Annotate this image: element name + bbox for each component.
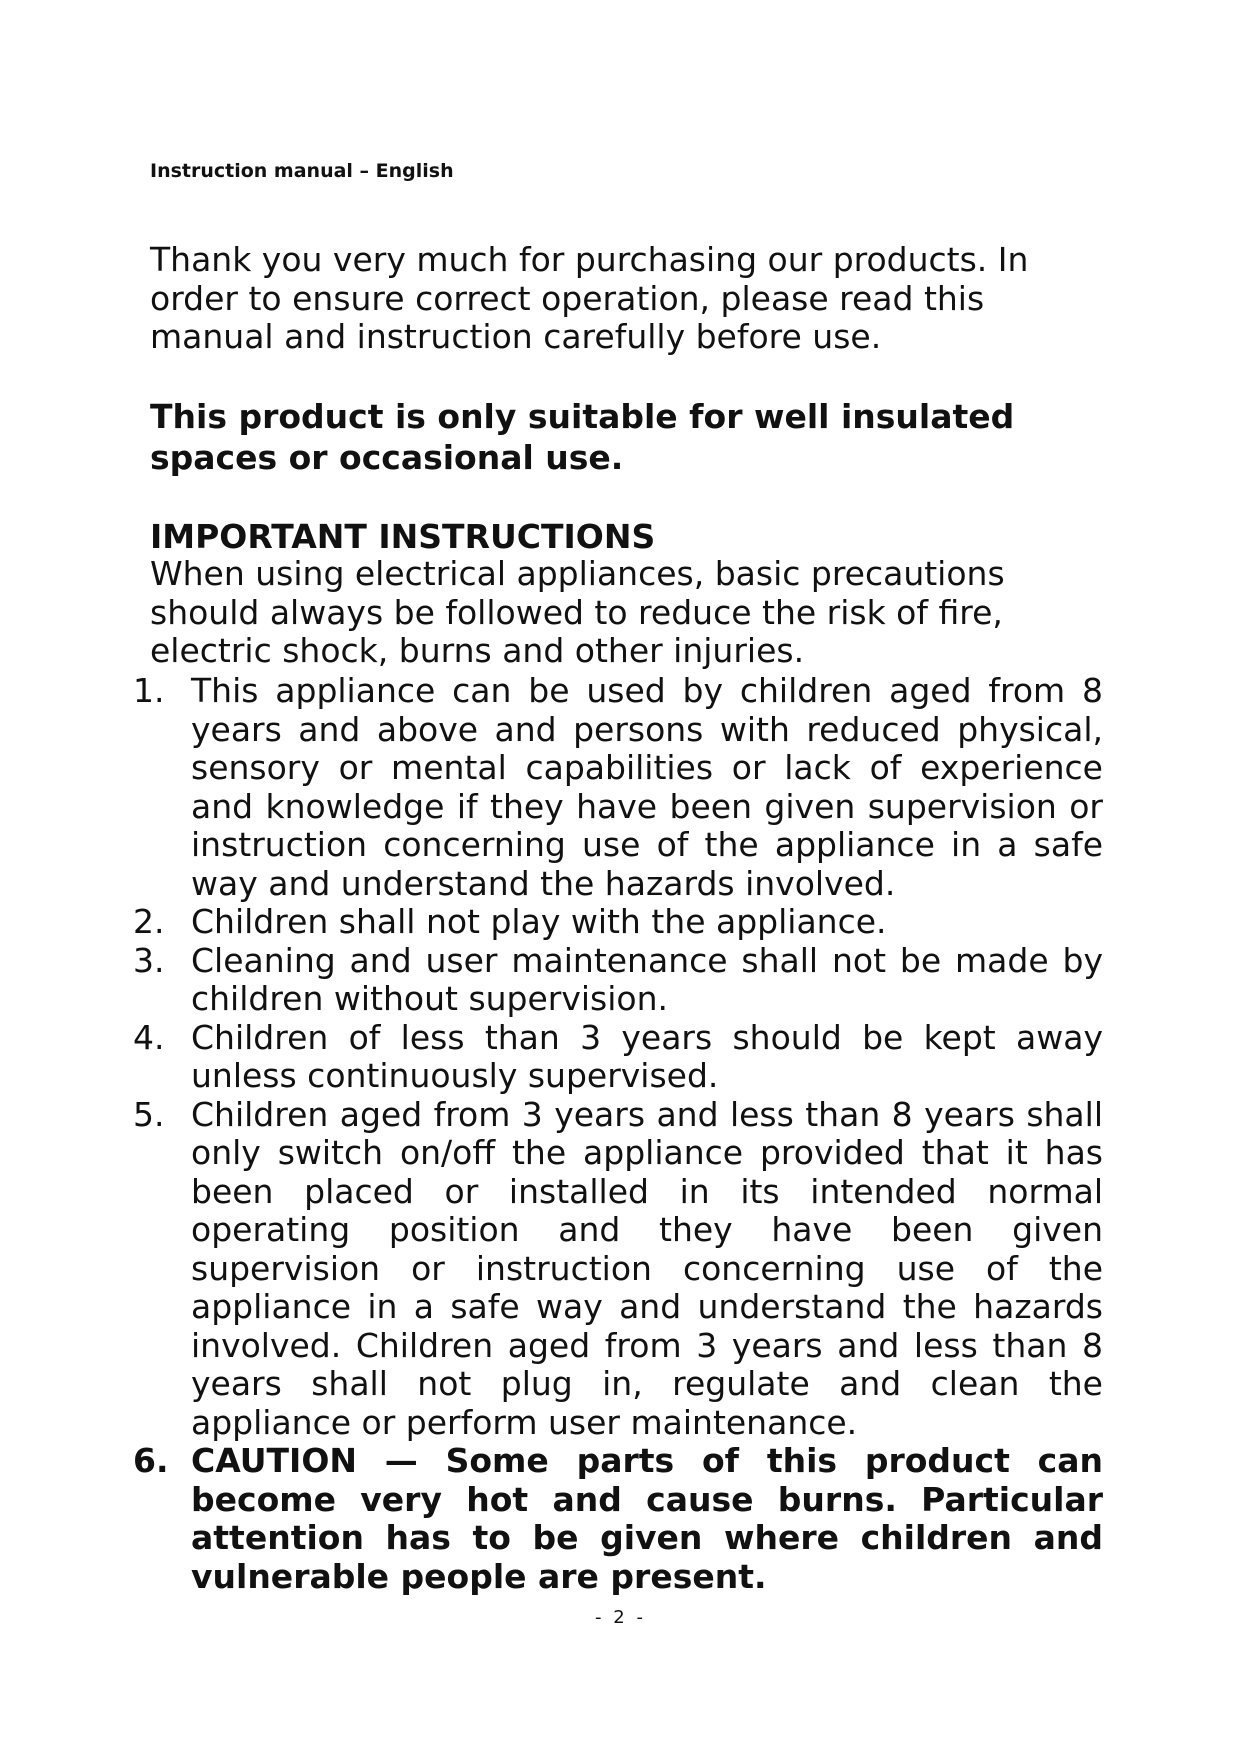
list-item-number: 1. xyxy=(133,671,165,710)
intro-paragraph: Thank you very much for purchasing our products. In order to ensure correct operation, please read this manual and instruction carefully before use. xyxy=(150,240,1029,356)
list-item xyxy=(133,672,1103,903)
document-header: Instruction manual – English xyxy=(150,160,454,182)
list-item-number: 5. xyxy=(133,1094,165,1134)
list-item-text: Cleaning and user maintenance shall not be made by children without supervision. xyxy=(191,940,1103,1018)
precautions-paragraph: When using electrical appliances, basic precautions should always be followed to reduce the risk of fire, electric shock, burns and other injuries. xyxy=(150,554,1005,670)
list-item-number: 2. xyxy=(133,902,165,941)
list-item-text: Children of less than 3 years should be kept away unless continuously supervised. xyxy=(191,1017,1103,1095)
list-item xyxy=(133,942,1103,1019)
important-instructions-heading: IMPORTANT INSTRUCTIONS xyxy=(150,517,656,556)
list-item xyxy=(133,1096,1103,1443)
instructions-list xyxy=(133,672,1103,1596)
list-item xyxy=(133,1019,1103,1096)
caution-list-item xyxy=(133,1442,1103,1596)
list-item-number: 4. xyxy=(133,1017,165,1057)
list-item-text: This appliance can be used by children aged from 8 years and above and persons with reduced physical, sensory or mental capabilities or lack of experience and knowledge if they have been given supervision or instruction concerning use of the appliance in a safe way and understand the hazards involved. xyxy=(191,671,1103,903)
caution-text: CAUTION — Some parts of this product can become very hot and cause burns. Particular attention has to be given where children and vulnerable people are present. xyxy=(191,1441,1103,1596)
list-item-text: Children shall not play with the appliance. xyxy=(191,902,887,941)
list-item-text: Children aged from 3 years and less than 8 years shall only switch on/off the appliance provided that it has been placed or installed in its intended normal operating position and they have been given supervision or instruction concerning use of the appliance in a safe way and understand the hazards involved. Children aged from 3 years and less than 8 years shall not plug in, regulate and clean the appliance or perform user maintenance. xyxy=(191,1094,1103,1442)
list-item xyxy=(133,903,1103,942)
page-number: - 2 - xyxy=(595,1607,646,1628)
list-item-number: 3. xyxy=(133,940,165,980)
suitability-notice: This product is only suitable for well insulated spaces or occasional use. xyxy=(150,397,1015,477)
list-item-number: 6. xyxy=(133,1441,169,1480)
